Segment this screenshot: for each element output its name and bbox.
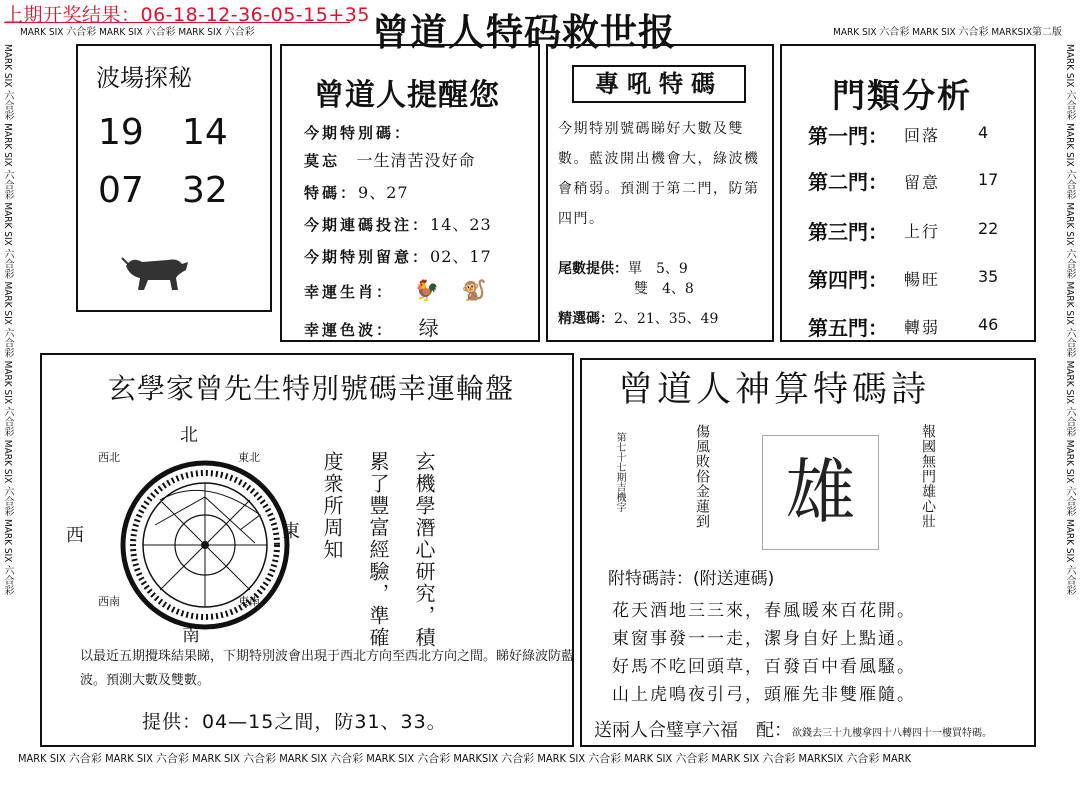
gate-label: 第三門： [808, 220, 888, 244]
poem-column-a: 傷風敗俗金蓮到 [694, 424, 710, 529]
reminder-color-value: 绿 [418, 316, 440, 340]
wheel-note: 以最近五期攪珠結果睇，下期特別波會出現于西北方向至西北方向之間。睇好綠波防藍波。預測大數及雙數。 [80, 649, 575, 688]
gate-word: 上行 [904, 222, 941, 241]
poem-big-character: 雄 [762, 435, 879, 550]
reminder-zodiac-label: 幸運生肖： [304, 283, 395, 301]
poem-issue-note: 第七十七期吉機字 [614, 432, 625, 512]
gate-label: 第四門： [808, 268, 888, 292]
newspaper-title: 曾道人特码救世报 [372, 11, 676, 54]
reminder-combo-value: 14、23 [430, 215, 492, 234]
special-body: 今期特别號碼睇好大數及雙數。藍波開出機會大，綠波機會稍弱。預測于第二門，防第四門。 [558, 121, 760, 227]
reminder-panel [280, 44, 540, 342]
compass-northeast-label: 東北 [238, 451, 260, 464]
reminder-watch-value: 02、17 [430, 247, 492, 266]
special-select-label: 精選碼： [558, 311, 614, 327]
reminder-row-color [304, 312, 440, 341]
reminder-special-code-label: 特碼： [304, 184, 359, 202]
gates-panel [780, 44, 1036, 342]
compass-west-label: 西 [66, 525, 84, 546]
wheel-provide: 提供：04—15之間，防31、33。 [142, 711, 447, 733]
special-select-value: 2、21、35、49 [614, 311, 719, 327]
reminder-combo-label: 今期連碼投注： [304, 216, 431, 234]
border-left-text: MARK SIX 六合彩 MARK SIX 六合彩 MARK SIX 六合彩 MARK SIX 六合彩 MARK SIX 六合彩 MARK SIX 六合彩 MARK SIX 六合彩 [2, 44, 13, 596]
gate-number: 4 [978, 123, 989, 142]
special-panel [546, 44, 774, 342]
wave-panel [76, 44, 272, 312]
compass-southwest-label: 西南 [98, 595, 120, 608]
border-right [1062, 44, 1080, 749]
border-top-left: MARK SIX 六合彩 MARK SIX 六合彩 MARK SIX 六合彩 [20, 27, 255, 38]
lucky-wheel-graphic [110, 455, 300, 635]
border-top-right: MARK SIX 六合彩 MARK SIX 六合彩 MARKSIX第二版 [833, 27, 1062, 38]
last-result-underline [4, 22, 350, 23]
wave-number: 07 [98, 170, 144, 211]
special-select-row [558, 308, 718, 328]
compass-north-label: 北 [180, 425, 198, 446]
reminder-forget-value: 一生清苦没好命 [356, 151, 476, 170]
gate-number: 35 [978, 267, 999, 286]
gate-word: 留意 [904, 173, 941, 192]
rooster-icon: 🐓 [414, 278, 442, 302]
wave-title: 波場探秘 [96, 64, 192, 92]
reminder-row-forget [304, 148, 475, 171]
special-tail-single: 單 5、9 [628, 261, 688, 277]
compass-southeast-label: 東南 [238, 595, 260, 608]
wheel-panel [40, 353, 574, 747]
gate-word: 暢旺 [904, 270, 941, 289]
poem-line: 花天酒地三三來，春風暖來百花開。 [612, 601, 916, 621]
special-title: 專吼特碼 [572, 65, 746, 103]
wheel-text-column-2: 累了豐富經驗，準確 [366, 451, 390, 649]
compass-south-label: 南 [182, 625, 200, 646]
wave-number: 19 [98, 112, 144, 153]
dog-illustration [118, 248, 193, 293]
poem-line: 好馬不吃回頭草，百發百中看風騷。 [612, 657, 916, 677]
reminder-watch-label: 今期特別留意： [304, 248, 431, 266]
compass-east-label: 東 [282, 521, 300, 542]
reminder-row-zodiac [304, 278, 490, 302]
poem-send-text: 送兩人合璧享六福 配： [594, 720, 792, 741]
poem-column-b: 報國無門雄心壯 [920, 424, 936, 529]
poem-panel [580, 358, 1036, 747]
gate-number: 17 [978, 170, 999, 189]
gate-word: 轉弱 [904, 318, 941, 337]
reminder-forget-label: 莫忘 [304, 152, 341, 170]
gates-title: 門類分析 [832, 76, 972, 115]
reminder-title: 曾道人提醒您 [314, 78, 500, 113]
border-bottom: MARK SIX 六合彩 MARK SIX 六合彩 MARK SIX 六合彩 MARK SIX 六合彩 MARK SIX 六合彩 MARKSIX 六合彩 MARK SIX 六合彩 MARK SIX 六合彩 MARK SIX 六合彩 MARKSIX 六合彩 MARK [18, 752, 912, 765]
compass-northwest-label: 西北 [98, 451, 120, 464]
poem-send-row [594, 716, 992, 742]
reminder-special-code-value: 9、27 [358, 183, 409, 202]
wheel-text-column-3: 玄機學潛心研究，積 [412, 451, 436, 649]
monkey-icon: 🐒 [461, 278, 490, 302]
special-tail-label: 尾數提供： [558, 261, 628, 277]
gate-label: 第二門： [808, 170, 888, 194]
wave-number: 32 [182, 170, 228, 211]
border-left [0, 44, 18, 749]
reminder-row-special [304, 180, 409, 203]
gate-label: 第五門： [808, 316, 888, 340]
poem-send-tail: 欲錢去三十九樓拿四十八轉四十一樓買特碼。 [792, 728, 992, 739]
border-right-text: MARK SIX 六合彩 MARK SIX 六合彩 MARK SIX 六合彩 MARK SIX 六合彩 MARK SIX 六合彩 MARK SIX 六合彩 MARK SIX 六合彩 [1064, 44, 1075, 596]
wheel-text-column-1: 度衆所周知 [320, 451, 344, 561]
special-tail-double: 雙 4、8 [634, 281, 694, 297]
gate-number: 22 [978, 219, 999, 238]
gate-number: 46 [978, 315, 999, 334]
poem-subtitle: 附特碼詩：(附送連碼) [608, 569, 775, 589]
reminder-special-label: 今期特別碼： [304, 124, 413, 142]
reminder-row-watch [304, 244, 492, 267]
poem-line: 山上虎鳴夜引弓，頭雁先非雙雁隨。 [612, 685, 916, 705]
poem-title: 曾道人神算特碼詩 [618, 370, 931, 410]
gate-label: 第一門： [808, 124, 888, 148]
wave-number: 14 [182, 112, 228, 153]
wheel-title: 玄學家曾先生特別號碼幸運輪盤 [108, 372, 515, 405]
poem-line: 東窗事發一一走，潔身自好上點通。 [612, 629, 916, 649]
reminder-row-combo [304, 212, 492, 235]
reminder-color-label: 幸運色波： [304, 321, 395, 339]
last-result-text: 上期开奖结果：06-18-12-36-05-15+35 [4, 4, 370, 26]
gate-word: 回落 [904, 126, 941, 145]
special-tail-row-single [558, 258, 688, 278]
